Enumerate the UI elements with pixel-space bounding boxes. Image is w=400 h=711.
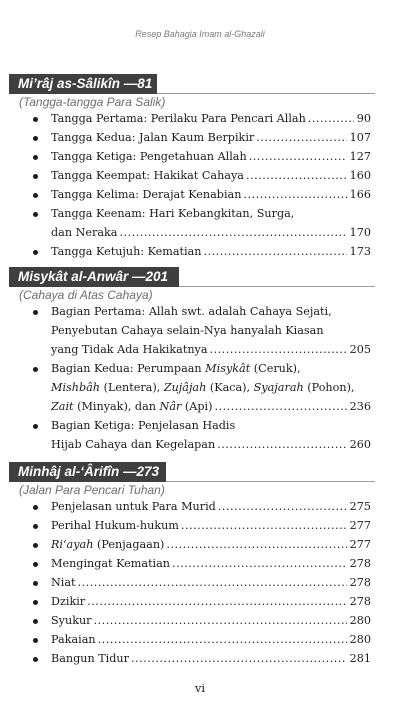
leader-dots xyxy=(218,498,347,516)
bullet-icon xyxy=(33,505,38,510)
bullet-icon xyxy=(33,250,38,255)
bullet-icon xyxy=(33,193,38,198)
section-title: Mi’râj as-Sâlikîn —81 xyxy=(18,76,153,91)
section-title: Misykât al-Anwâr —201 xyxy=(18,269,169,284)
entry-title: Ri‘ayah (Penjagaan) xyxy=(51,536,166,554)
entry-page: 277 xyxy=(347,517,371,535)
entry-title-cont: dan Neraka xyxy=(51,224,119,242)
entry-page: 278 xyxy=(347,555,371,573)
leader-dots xyxy=(78,574,347,592)
entry-page: 173 xyxy=(347,243,371,261)
entry-title: Penjelasan untuk Para Murid xyxy=(51,498,218,516)
entry-title: Tangga Keempat: Hakikat Cahaya xyxy=(51,167,246,185)
section-header xyxy=(0,74,400,109)
leader-dots xyxy=(204,243,347,261)
bullet-icon xyxy=(33,367,38,372)
section-rule xyxy=(179,286,375,287)
section-header xyxy=(0,267,400,302)
bullet-icon xyxy=(33,600,38,605)
entry-page: 281 xyxy=(347,650,371,668)
entry-page: 127 xyxy=(347,148,371,166)
entry-title: Niat xyxy=(51,574,78,592)
entry-title: Bangun Tidur xyxy=(51,650,131,668)
running-head: Resep Bahagia Imam al-Ghazali xyxy=(135,29,265,39)
section-header xyxy=(0,462,400,497)
entry-page: 280 xyxy=(347,631,371,649)
entry-title: Tangga Kelima: Derajat Kenabian xyxy=(51,186,243,204)
entry-title-cont: Zait (Minyak), dan Nâr (Api) xyxy=(51,398,214,416)
entry-page: 160 xyxy=(347,167,371,185)
entry-page: 275 xyxy=(347,498,371,516)
entry-title: Tangga Ketujuh: Kematian xyxy=(51,243,204,261)
bullet-icon xyxy=(33,543,38,548)
entry-title-cont: Penyebutan Cahaya selain-Nya hanyalah Kiasan xyxy=(51,324,324,337)
leader-dots xyxy=(131,650,347,668)
entry-page: 277 xyxy=(347,536,371,554)
entry-title: Tangga Ketiga: Pengetahuan Allah xyxy=(51,148,249,166)
entry-page: 170 xyxy=(347,224,371,242)
entry-title: Dzikir xyxy=(51,593,87,611)
leader-dots xyxy=(166,536,346,554)
leader-dots xyxy=(94,612,347,630)
entry-page: 107 xyxy=(347,129,371,147)
section-rule xyxy=(157,93,375,94)
section-rule xyxy=(166,481,375,482)
leader-dots xyxy=(246,167,347,185)
leader-dots xyxy=(87,593,346,611)
entry-title: Tangga Kedua: Jalan Kaum Berpikir xyxy=(51,129,256,147)
bullet-icon xyxy=(33,657,38,662)
leader-dots xyxy=(119,224,346,242)
entry-title-cont: Hijab Cahaya dan Kegelapan xyxy=(51,436,217,454)
bullet-icon xyxy=(33,562,38,567)
toc-section-minhaj xyxy=(0,462,400,665)
bullet-icon xyxy=(33,212,38,217)
entry-page: 166 xyxy=(347,186,371,204)
section-subtitle: (Tangga-tangga Para Salik) xyxy=(19,95,166,109)
entry-page: 280 xyxy=(347,612,371,630)
leader-dots xyxy=(210,341,347,359)
bullet-icon xyxy=(33,524,38,529)
bullet-icon xyxy=(33,136,38,141)
entry-title: Bagian Pertama: Allah swt. adalah Cahaya Sejati, xyxy=(51,305,332,318)
entry-title: Syukur xyxy=(51,612,94,630)
leader-dots xyxy=(217,436,346,454)
leader-dots xyxy=(98,631,347,649)
toc-section-mi-raj xyxy=(0,74,400,258)
bullet-icon xyxy=(33,424,38,429)
section-subtitle: (Cahaya di Atas Cahaya) xyxy=(19,288,153,302)
entry-title: Bagian Ketiga: Penjelasan Hadis xyxy=(51,419,236,432)
leader-dots xyxy=(172,555,347,573)
bullet-icon xyxy=(33,310,38,315)
bullet-icon xyxy=(33,619,38,624)
toc-section-misykat xyxy=(0,267,400,451)
entry-page: 278 xyxy=(347,574,371,592)
entry-title: Tangga Keenam: Hari Kebangkitan, Surga, xyxy=(51,207,295,220)
bullet-icon xyxy=(33,117,38,122)
section-title: Minhâj al-‘Ârifîn —273 xyxy=(18,464,160,479)
entry-title: Mengingat Kematian xyxy=(51,555,172,573)
entry-page: 205 xyxy=(347,341,371,359)
entry-page: 278 xyxy=(347,593,371,611)
entry-title: Bagian Kedua: Perumpaan Misykât (Ceruk), xyxy=(51,362,301,375)
page-number: vi xyxy=(194,681,206,695)
bullet-icon xyxy=(33,581,38,586)
leader-dots xyxy=(308,110,354,128)
bullet-icon xyxy=(33,638,38,643)
entry-page: 236 xyxy=(347,398,371,416)
bullet-icon xyxy=(33,155,38,160)
entry-title: Pakaian xyxy=(51,631,98,649)
leader-dots xyxy=(214,398,346,416)
entry-page: 260 xyxy=(347,436,371,454)
leader-dots xyxy=(249,148,347,166)
leader-dots xyxy=(243,186,346,204)
leader-dots xyxy=(256,129,346,147)
entry-title: Perihal Hukum-hukum xyxy=(51,517,181,535)
entry-title-cont: Mishbâh (Lentera), Zujâjah (Kaca), Syajarah (Pohon), xyxy=(51,381,355,394)
bullet-icon xyxy=(33,174,38,179)
entry-page: 90 xyxy=(354,110,371,128)
section-subtitle: (Jalan Para Pencari Tuhan) xyxy=(19,483,165,497)
leader-dots xyxy=(181,517,347,535)
entry-title-cont: yang Tidak Ada Hakikatnya xyxy=(51,341,210,359)
entry-title: Tangga Pertama: Perilaku Para Pencari Allah xyxy=(51,110,308,128)
